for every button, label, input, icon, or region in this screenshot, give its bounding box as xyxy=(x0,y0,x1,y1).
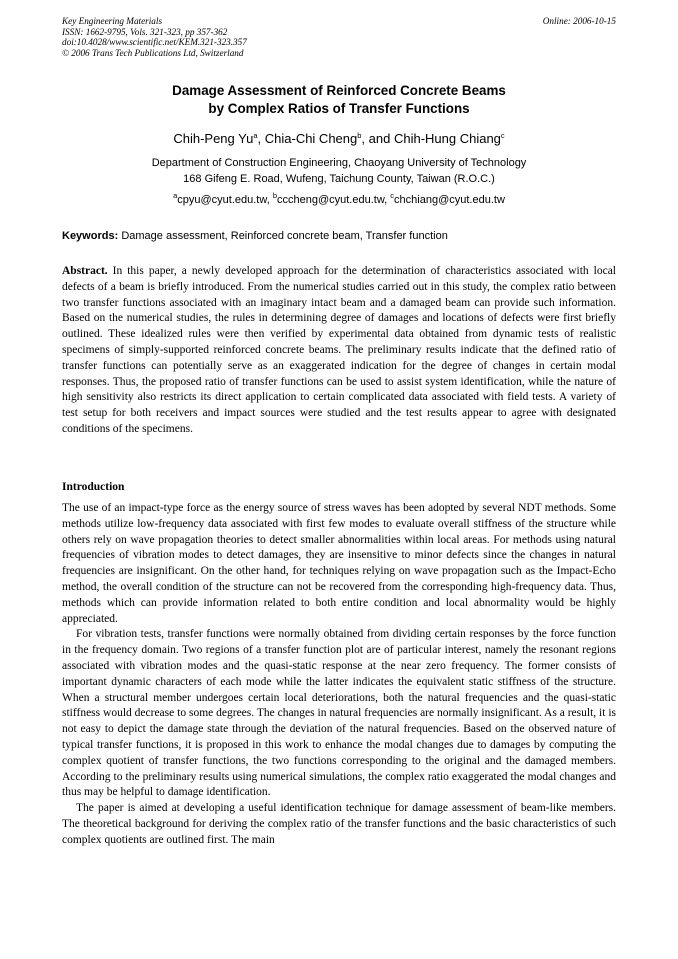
title-line-2: by Complex Ratios of Transfer Functions xyxy=(208,101,470,116)
paper-title xyxy=(62,82,616,118)
email-mark: a xyxy=(173,191,178,200)
email-link[interactable]: cpyu@cyut.edu.tw xyxy=(177,194,267,206)
journal-name: Key Engineering Materials xyxy=(62,16,163,26)
author-mark: a xyxy=(253,131,258,140)
email-link[interactable]: cccheng@cyut.edu.tw xyxy=(277,194,385,206)
email-separator: , xyxy=(266,194,273,206)
author-separator: , xyxy=(257,131,265,146)
journal-copyright: © 2006 Trans Tech Publications Ltd, Switzerland xyxy=(62,47,244,58)
abstract-label: Abstract. xyxy=(62,265,108,277)
abstract-text: In this paper, a newly developed approach for the determination of characteristics associated with local defects of a beam is briefly introduced. From the numerical studies carried out in this study, the complex ratio between two transfer functions associated with an imaginary intact beam and a damaged beam can provide such information. Based on the numerical studies, the rules in determining degree of damages and locations of defects were first briefly outlined. These idealized rules were then verified by experimental data obtained from dynamic tests of realistic specimens of simply-supported reinforced concrete beams. The preliminary results indicate that the defined ratio of transfer functions can potentially serve as an exaggerated indication for the degree of changes in certain modal responses. Thus, the proposed ratio of transfer functions can be used to assist system identification, while the nature of high sensitivity also restricts its direct application to certain complicated data associated with field tests. A variety of test setup for both receivers and impact sources were studied and the test results appear to agree with designated conditions of the specimens. xyxy=(62,265,617,435)
affiliation xyxy=(62,156,616,187)
keywords xyxy=(62,229,616,244)
affiliation-line-1: Department of Construction Engineering, Chaoyang University of Technology xyxy=(151,157,527,169)
online-date: Online: 2006-10-15 xyxy=(542,16,616,26)
author-mark: c xyxy=(500,131,505,140)
keywords-text: Damage assessment, Reinforced concrete beam, Transfer function xyxy=(121,230,448,242)
abstract xyxy=(62,264,616,438)
author-list xyxy=(62,131,616,147)
author-name: Chia-Chi Cheng xyxy=(264,131,358,146)
introduction-body xyxy=(62,501,616,849)
author-name: Chih-Hung Chiang xyxy=(393,131,501,146)
email-link[interactable]: chchiang@cyut.edu.tw xyxy=(394,194,505,206)
author-mark: b xyxy=(357,131,362,140)
keywords-label: Keywords: xyxy=(62,230,119,242)
section-heading-introduction: Introduction xyxy=(62,481,125,493)
email-mark: c xyxy=(390,191,395,200)
author-separator: , and xyxy=(361,131,394,146)
paragraph: The paper is aimed at developing a useful identification technique for damage assessment of beam-like members. The theoretical background for deriving the complex ratio of the transfer functions and the basic characteristics of such complex quotients are outlined first. The main xyxy=(62,802,616,846)
affiliation-line-2: 168 Gifeng E. Road, Wufeng, Taichung County, Taiwan (R.O.C.) xyxy=(183,172,495,185)
author-name: Chih-Peng Yu xyxy=(173,131,254,146)
email-mark: b xyxy=(272,191,277,200)
paragraph: The use of an impact-type force as the energy source of stress waves has been adopted by several NDT methods. Some methods utilize low-frequency data associated with first few modes to evaluate overall stiffness of the structure while others rely on wave propagation theories to detect smaller abnormalities within local areas. For methods using natural frequencies of vibration modes to detect damages, they are insensitive to minor defects since the changes in natural frequencies are insignificant. On the other hand, for techniques relying on wave propagation such as the Impact-Echo method, the overall condition of the structure can not be recovered from the corresponding high-frequency data. Thus, methods which can provide information related to both entire condition and local abnormality would be highly appreciated. xyxy=(62,502,616,625)
title-line-1: Damage Assessment of Reinforced Concrete Beams xyxy=(172,83,506,98)
paragraph: For vibration tests, transfer functions were normally obtained from dividing certain responses by the force function in the frequency domain. Two regions of a transfer function plot are of particular interest, namely the resonant regions associated with vibration modes and the quasi-static response at the near zero frequency. The former consists of important dynamic characters of each mode while the latter indicates the equivalent static stiffness of the structure. When a structural member undergoes certain local deteriorations, both the natural frequencies and the quasi-static stiffness would decrease to some degrees. The changes in natural frequencies are normally insignificant. As a result, it is not easy to depict the damage state through the deviation of the natural frequencies. Based on the observed nature of typical transfer functions, it is proposed in this work to enhance the modal changes due to damages by computing the complex quotient of transfer functions, the two functions corresponding to the original and the damaged members. According to the preliminary results using numerical simulations, the complex ratio exaggerated the modal changes and thus may be helpful to damage identification. xyxy=(62,628,616,799)
email-list xyxy=(62,193,616,208)
journal-doi: doi:10.4028/www.scientific.net/KEM.321-323.357 xyxy=(62,37,247,48)
journal-issn: ISSN: 1662-9795, Vols. 321-323, pp 357-362 xyxy=(62,26,228,37)
email-separator: , xyxy=(384,194,391,206)
journal-header xyxy=(62,16,616,58)
